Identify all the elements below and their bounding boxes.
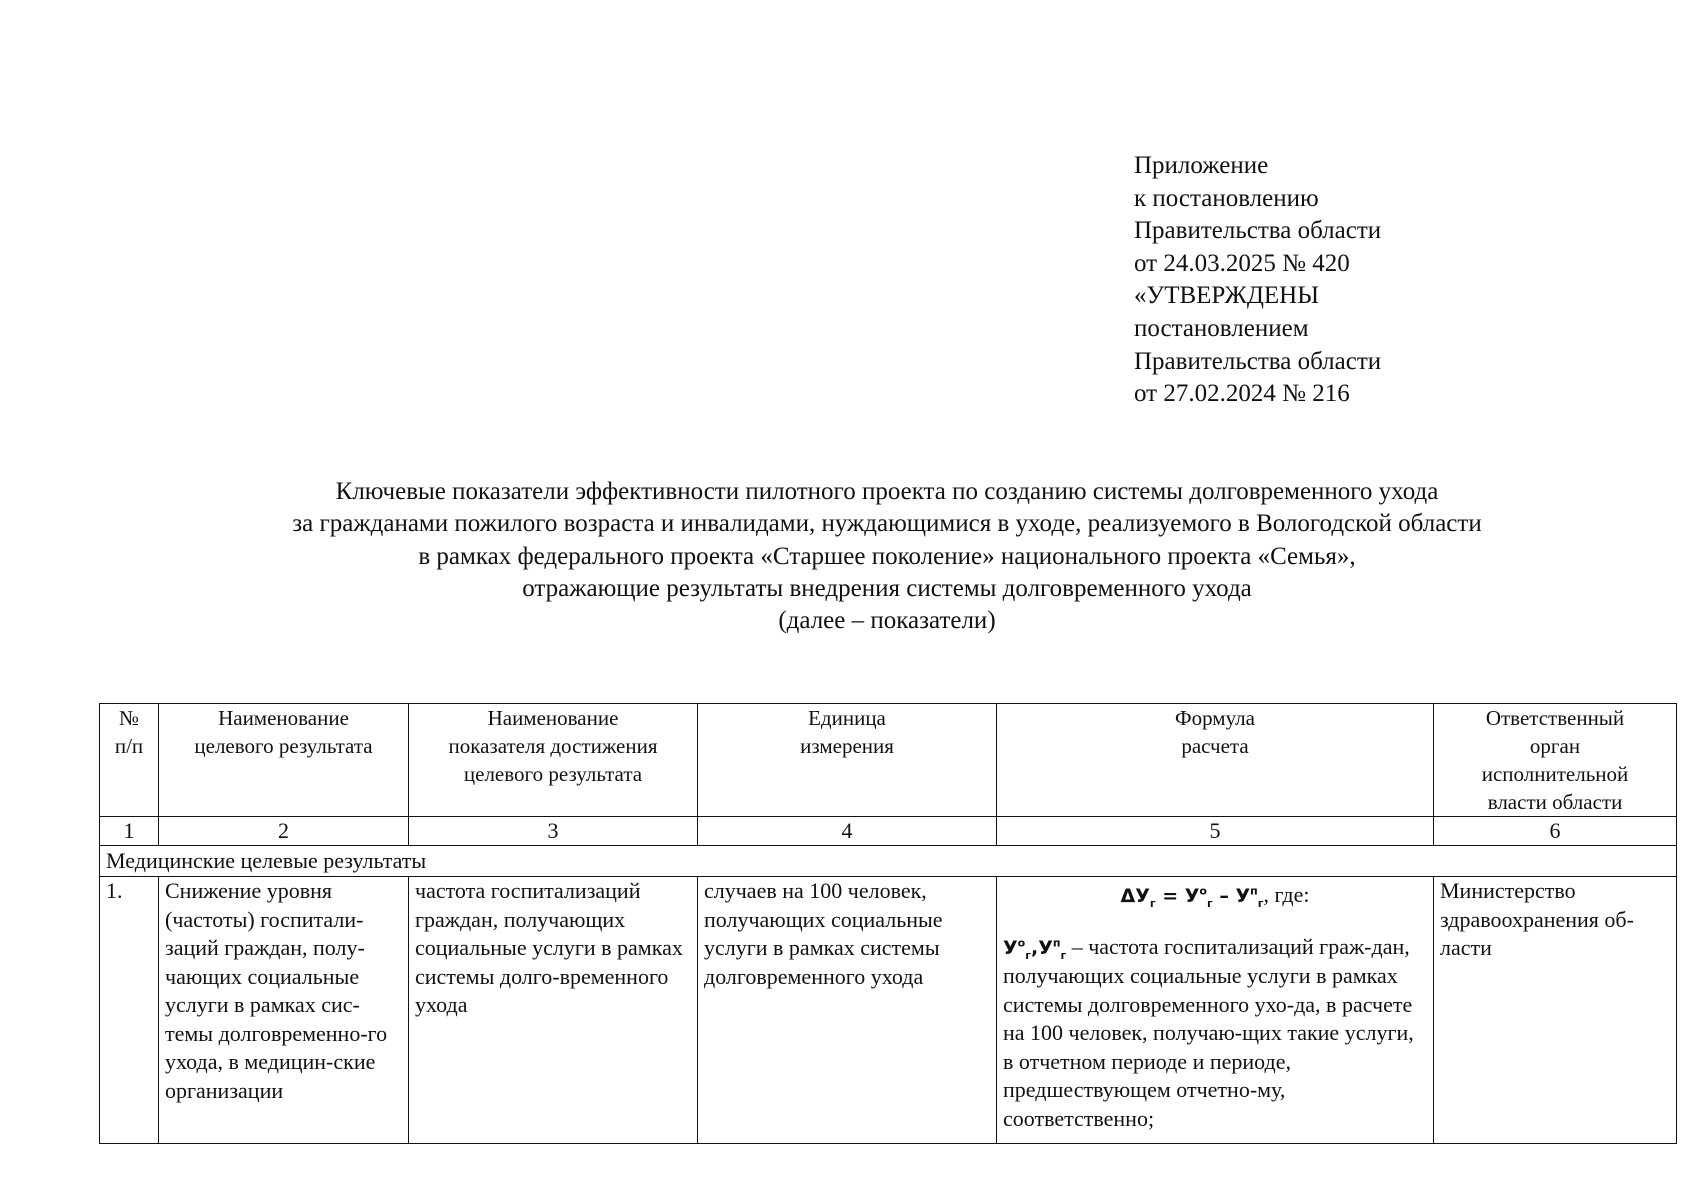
document-title [0,476,1692,637]
target-result-cell: Снижение уровня (частоты) госпитали-заций граждан, полу-чающих социальные услуги в рамках сис-темы долговременно-го ухода, в медицин-ские организации [159,877,409,1144]
header-cell-responsible: Ответственный орган исполнительной власти области [1434,704,1677,817]
approval-line: «УТВЕРЖДЕНЫ [1134,282,1320,310]
kpi-table [99,703,1677,1144]
column-number-row [100,817,1677,846]
approval-line: Правительства области [1134,347,1382,375]
approval-line: от 24.03.2025 № 420 [1134,249,1350,277]
formula-description: $У^о_г,У^п_г$ – частота госпитализаций граж-дан, получающих социальные услуги в рамках системы долговременного ухо-да, в расчете на 100 человек, получаю-щих такие услуги, в отчетном периоде и периоде, предшествующем отчетно-му, соответственно; [1003,933,1414,1131]
column-number: 2 [159,817,409,846]
header-cell-indicator: Наименование показателя достижения целевого результата [409,704,698,817]
header-cell-target-result: Наименование целевого результата [159,704,409,817]
formula-expression: $\Delta У_г = У^о_г - У^п_г$, где: [1120,882,1310,910]
header-cell-formula: Формула расчета [997,704,1434,817]
approval-block [1134,150,1381,411]
column-number: 1 [100,817,159,846]
indicator-cell: частота госпитализаций граждан, получающих социальные услуги в рамках системы долго-временного ухода [409,877,698,1144]
table-header-row [100,704,1677,817]
column-number: 3 [409,817,698,846]
approval-line: Правительства области [1134,217,1382,245]
row-number: 1. [100,877,159,1144]
title-line: (далее – показатели) [778,607,996,635]
responsible-cell: Министерство здравоохранения об-ласти [1434,877,1677,1144]
formula-cell [997,877,1434,1144]
table-row [100,877,1677,1144]
title-line: в рамках федерального проекта «Старшее поколение» национального проекта «Семья», [418,542,1356,570]
column-number: 4 [698,817,997,846]
header-cell-unit: Единица измерения [698,704,997,817]
title-line: за гражданами пожилого возраста и инвалидами, нуждающимися в уходе, реализуемого в Вологодской области [292,510,1482,538]
approval-line: Приложение [1134,152,1269,179]
column-number: 5 [997,817,1434,846]
title-line: отражающие результаты внедрения системы долговременного ухода [522,574,1252,602]
header-cell-number: № п/п [100,704,159,817]
approval-line: постановлением [1134,314,1309,342]
title-line: Ключевые показатели эффективности пилотного проекта по созданию системы долговременного ухода [335,478,1439,505]
section-title: Медицинские целевые результаты [100,846,1677,877]
approval-line: от 27.02.2024 № 216 [1134,380,1350,408]
section-row [100,846,1677,877]
unit-cell: случаев на 100 человек, получающих социальные услуги в рамках системы долговременного ухода [698,877,997,1144]
approval-line: к постановлению [1134,184,1319,212]
column-number: 6 [1434,817,1677,846]
